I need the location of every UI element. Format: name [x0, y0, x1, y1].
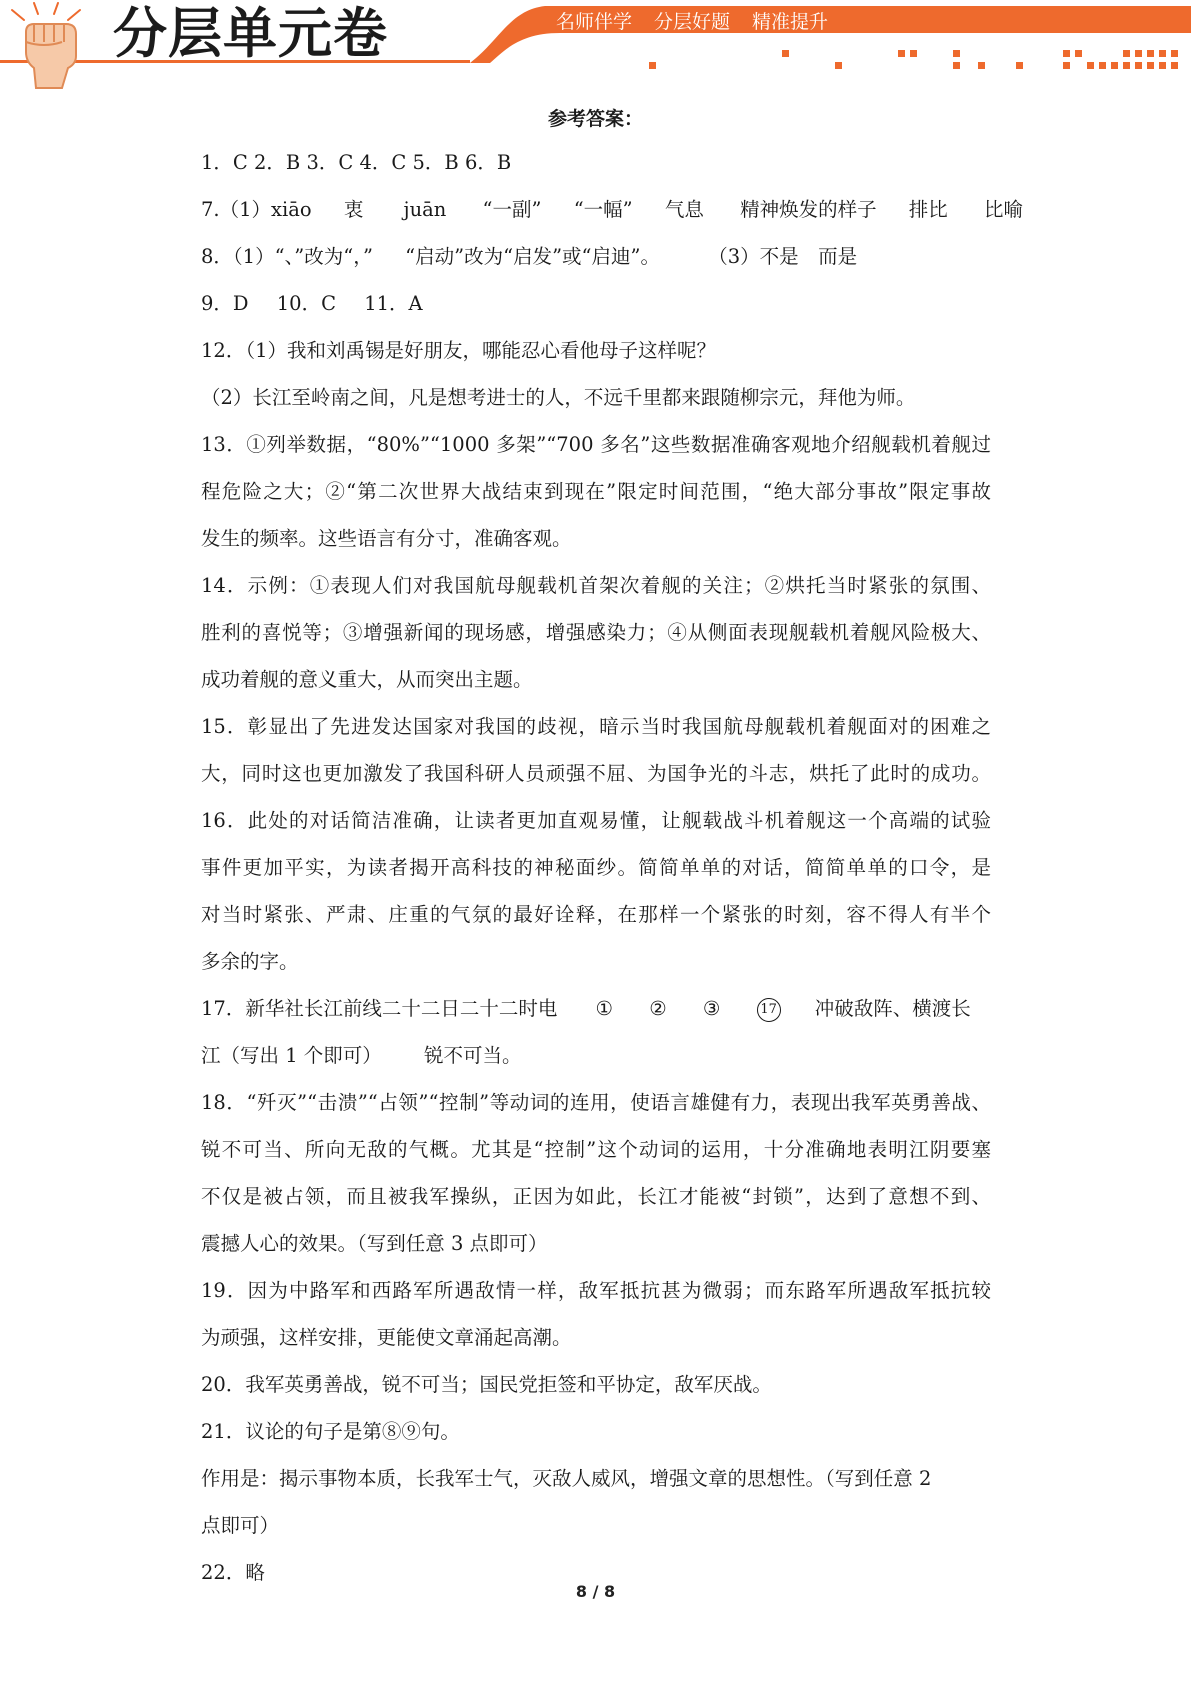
answer-14-line-1: 14．示例：①表现人们对我国航母舰载机首架次着舰的关注；②烘托当时紧张的氛围、 — [201, 574, 991, 597]
answer-21-line-2: 作用是：揭示事物本质，长我军士气，灭敌人威风，增强文章的思想性。（写到任意 2 — [201, 1467, 932, 1490]
answer-18-line-4: 震撼人心的效果。（写到任意 3 点即可） — [201, 1232, 548, 1255]
page-number: 8 / 8 — [575, 1582, 616, 1601]
answer-21-line-1: 21．议论的句子是第⑧⑨句。 — [201, 1420, 460, 1443]
answer-16-line-1: 16．此处的对话简洁准确，让读者更加直观易懂，让舰载战斗机着舰这一个高端的试验 — [201, 809, 991, 832]
answer-12-2: （2）长江至岭南之间，凡是想考进士的人，不远千里都来跟随柳宗元，拜他为师。 — [201, 386, 916, 409]
header-slogans — [556, 8, 828, 36]
answer-8: 8．（1）“、”改为“，” “启动”改为“启发”或“启迪”。 （3）不是 而是 — [201, 245, 858, 268]
slogan-1: 名师伴学 — [556, 11, 633, 33]
slogan-3: 精准提升 — [752, 11, 829, 33]
page-title: 参考答案： — [547, 108, 643, 130]
answer-15-line-2: 大，同时这也更加激发了我国科研人员顽强不屈、为国争光的斗志，烘托了此时的成功。 — [201, 762, 991, 785]
answer-20: 20．我军英勇善战，锐不可当；国民党拒签和平协定，敌军厌战。 — [201, 1373, 772, 1396]
answer-17-line-2: 江（写出 1 个即可） 锐不可当。 — [201, 1044, 522, 1067]
answer-13-line-1: 13．①列举数据，“80%”“1000 多架”“700 多名”这些数据准确客观地介绍舰载机着舰过 — [201, 433, 991, 456]
answer-19-line-1: 19．因为中路军和西路军所遇敌情一样，敌军抵抗甚为微弱；而东路军所遇敌军抵抗较 — [201, 1279, 991, 1302]
answer-7: 7.（1）xiāo 衷 juān “一副” “一幅” 气息 精神焕发的样子 排比 比喻 — [201, 198, 1024, 221]
answer-16-line-2: 事件更加平实，为读者揭开高科技的神秘面纱。简简单单的对话，简简单单的口令，是 — [201, 856, 991, 879]
answer-16-line-3: 对当时紧张、严肃、庄重的气氛的最好诠释，在那样一个紧张的时刻，容不得人有半个 — [201, 903, 991, 926]
answer-22: 22．略 — [201, 1561, 265, 1584]
answer-14-line-2: 胜利的喜悦等；③增强新闻的现场感，增强感染力；④从侧面表现舰载机着舰风险极大、 — [201, 621, 991, 644]
answer-1-6: 1．C 2．B 3．C 4．C 5．B 6．B — [201, 151, 512, 174]
answer-18-line-2: 锐不可当、所向无敌的气概。尤其是“控制”这个动词的运用，十分准确地表明江阴要塞 — [201, 1138, 991, 1161]
answer-9-11: 9．D 10．C 11．A — [201, 292, 423, 315]
answer-17-line-1: 17．新华社长江前线二十二日二十二时电 ① ② ③ 17 冲破敌阵、横渡长 — [201, 997, 971, 1020]
circled-17: 17 — [757, 998, 781, 1022]
answer-14-line-3: 成功着舰的意义重大，从而突出主题。 — [201, 668, 533, 691]
answer-12-1: 12．（1）我和刘禹锡是好朋友，哪能忍心看他母子这样呢？ — [201, 339, 716, 362]
answer-18-line-1: 18．“歼灭”“击溃”“占领”“控制”等动词的连用，使语言雄健有力，表现出我军英勇善战、 — [201, 1091, 991, 1114]
slogan-2: 分层好题 — [654, 11, 731, 33]
brand-title: 分层单元卷 — [113, 2, 388, 65]
answer-13-line-3: 发生的频率。这些语言有分寸，准确客观。 — [201, 527, 572, 550]
answer-content — [201, 139, 1024, 1596]
answer-21-line-3: 点即可） — [201, 1514, 280, 1537]
answer-19-line-2: 为顽强，这样安排，更能使文章涌起高潮。 — [201, 1326, 572, 1349]
answer-15-line-1: 15．彰显出了先进发达国家对我国的歧视，暗示当时我国航母舰载机着舰面对的困难之 — [201, 715, 991, 738]
fist-icon — [4, 2, 104, 88]
answer-13-line-2: 程危险之大；②“第二次世界大战结束到现在”限定时间范围，“绝大部分事故”限定事故 — [201, 480, 991, 503]
page-header — [0, 0, 1191, 95]
answer-18-line-3: 不仅是被占领，而且被我军操纵，正因为如此，长江才能被“封锁”，达到了意想不到、 — [201, 1185, 991, 1208]
answer-16-line-4: 多余的字。 — [201, 950, 299, 973]
